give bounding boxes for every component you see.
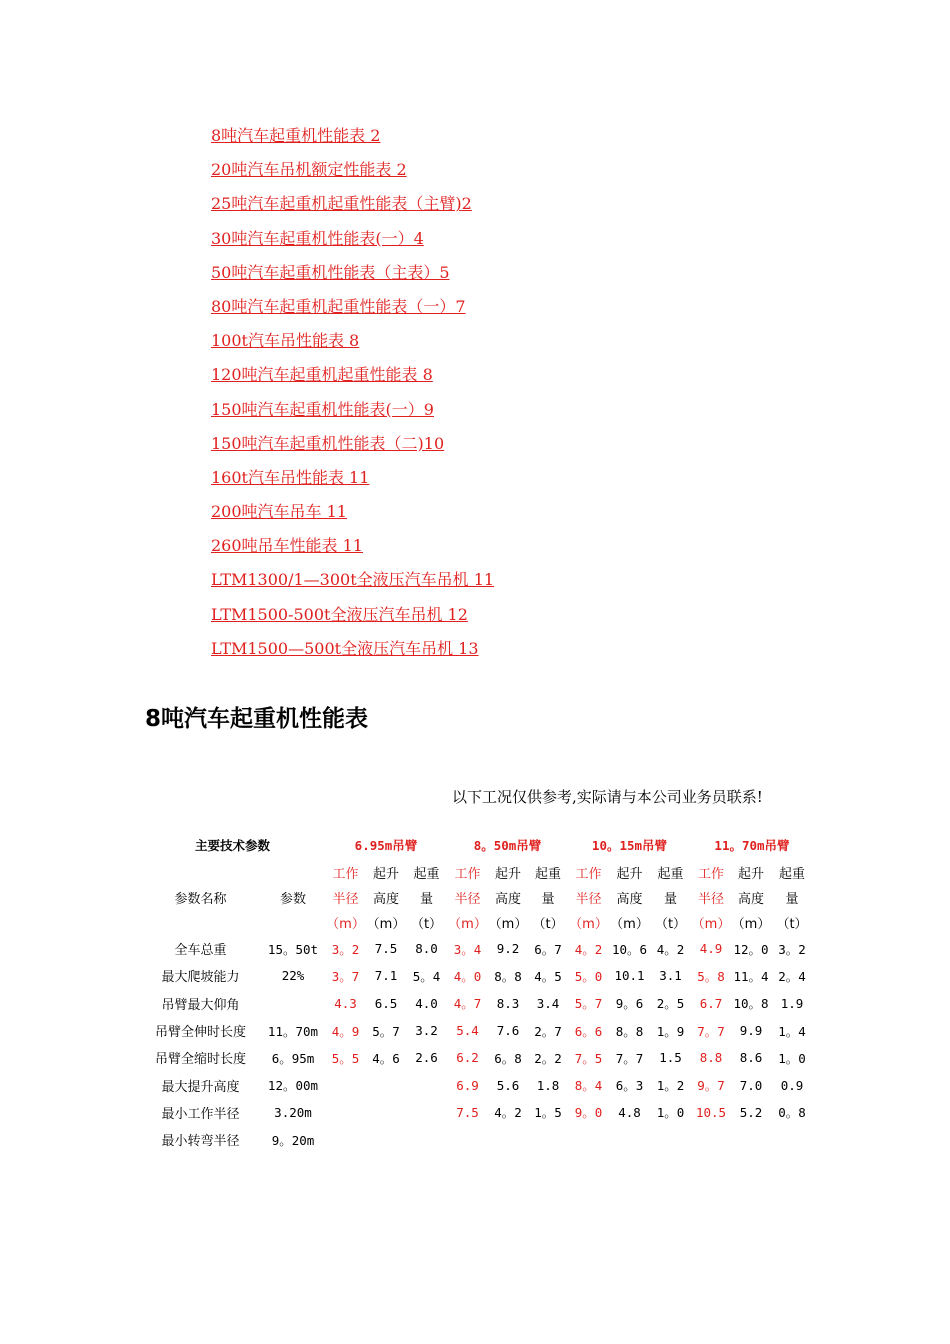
sub-header-cell: 高度 <box>616 892 643 907</box>
data-cell <box>406 1099 447 1126</box>
data-cell: 9。6 <box>615 996 644 1012</box>
sub-header-cell: （m） <box>488 917 528 932</box>
data-cell: 6.2 <box>456 1050 479 1066</box>
data-cell: 4。7 <box>453 996 482 1012</box>
data-cell <box>406 1126 447 1153</box>
toc-link[interactable]: LTM1300/1—300t全液压汽车吊机 11 <box>211 570 495 590</box>
sub-header-cell: 起重 <box>534 867 561 882</box>
data-cell <box>609 1126 650 1153</box>
data-cell <box>325 1099 366 1126</box>
data-cell: 8。8 <box>494 968 522 984</box>
param-name-cell: 最小工作半径 <box>161 1106 240 1122</box>
param-value-cell: 12。00m <box>267 1078 319 1094</box>
data-cell: 5。0 <box>574 968 603 984</box>
data-cell: 2。5 <box>656 996 685 1012</box>
data-cell <box>325 1071 366 1098</box>
data-cell: 8。4 <box>574 1078 603 1094</box>
sub-header-cell: 高度 <box>372 892 399 907</box>
data-cell: 6。3 <box>615 1078 644 1094</box>
sub-header-cell: （t） <box>410 917 443 932</box>
sub-header-cell: 工作 <box>697 867 724 882</box>
data-cell: 3.1 <box>659 968 682 984</box>
sub-header-cell: （m） <box>610 917 649 932</box>
data-cell: 8。8 <box>615 1023 644 1039</box>
boom-length-header: 10。15m吊臂 <box>591 838 668 853</box>
sub-header-cell: 量 <box>663 892 677 907</box>
data-cell <box>325 1126 366 1153</box>
table-row <box>140 990 813 1017</box>
data-cell <box>731 1126 771 1153</box>
sub-header-cell: 高度 <box>494 892 521 907</box>
data-cell: 4.0 <box>415 995 438 1011</box>
data-cell: 6.9 <box>456 1077 479 1093</box>
data-cell: 12。0 <box>733 941 769 957</box>
data-cell <box>528 1126 568 1153</box>
data-cell: 3.2 <box>415 1023 438 1039</box>
data-cell: 2.6 <box>415 1050 438 1066</box>
data-cell: 10.1 <box>614 968 645 984</box>
data-cell: 5.6 <box>496 1077 520 1093</box>
sub-header-cell: 高度 <box>737 892 764 907</box>
toc-link[interactable]: 50吨汽车起重机性能表（主表）5 <box>211 262 450 282</box>
toc-link[interactable]: 160t汽车吊性能表 11 <box>211 467 370 487</box>
param-value-cell: 15。50t <box>267 941 319 957</box>
data-cell: 8.8 <box>699 1050 723 1066</box>
data-cell: 6。8 <box>494 1050 522 1066</box>
data-cell: 1。5 <box>534 1105 562 1121</box>
table-row <box>140 1017 813 1044</box>
data-cell: 6.5 <box>374 995 398 1011</box>
section-title: 8吨汽车起重机性能表 <box>145 706 369 732</box>
data-cell: 4。2 <box>494 1105 522 1121</box>
param-value-header: 参数 <box>279 892 306 907</box>
data-cell: 11。4 <box>733 968 769 984</box>
sub-header-cell: 起升 <box>737 867 764 882</box>
table-of-contents <box>211 125 494 672</box>
data-cell: 8.0 <box>415 941 438 957</box>
sub-header-cell: （m） <box>366 917 406 932</box>
data-cell: 10。6 <box>611 941 648 957</box>
data-cell: 2。2 <box>534 1050 562 1066</box>
table-row <box>140 1044 813 1071</box>
data-cell: 4。2 <box>656 941 685 957</box>
sub-header-cell: （m） <box>448 917 487 932</box>
data-cell: 4。0 <box>453 968 482 984</box>
data-cell: 7.5 <box>374 941 398 957</box>
data-cell <box>650 1126 691 1153</box>
param-value-cell <box>261 990 325 1017</box>
data-cell: 1.9 <box>780 995 804 1011</box>
sub-header-row <box>140 860 813 885</box>
data-cell: 9。0 <box>574 1105 603 1121</box>
data-cell: 4。9 <box>331 1023 360 1039</box>
data-cell: 4.3 <box>334 995 357 1011</box>
data-cell: 9.2 <box>496 941 520 957</box>
param-value-cell: 3.20m <box>274 1104 312 1120</box>
data-cell: 2。4 <box>778 968 806 984</box>
group-header-row <box>140 830 813 860</box>
reference-note: 以下工况仅供参考,实际请与本公司业务员联系! <box>452 788 763 806</box>
table-row <box>140 1099 813 1126</box>
data-cell: 5。8 <box>697 968 725 984</box>
data-cell: 4。5 <box>534 968 562 984</box>
param-name-cell: 最大爬坡能力 <box>161 970 240 986</box>
sub-header-cell: 工作 <box>332 867 359 882</box>
data-cell <box>771 1126 813 1153</box>
data-cell: 4.9 <box>699 941 723 957</box>
data-cell: 3。4 <box>453 941 482 957</box>
sub-header-cell: 半径 <box>454 892 481 907</box>
data-cell: 9.9 <box>739 1023 763 1039</box>
boom-length-header: 6.95m吊臂 <box>354 838 418 853</box>
data-cell: 1。0 <box>656 1105 685 1121</box>
data-cell <box>366 1071 406 1098</box>
data-cell <box>406 1071 447 1098</box>
sub-header-cell: （m） <box>326 917 365 932</box>
toc-link[interactable]: LTM1500-500t全液压汽车吊机 12 <box>211 604 468 624</box>
param-name-cell: 最大提升高度 <box>161 1079 240 1095</box>
data-cell: 7.0 <box>739 1077 763 1093</box>
toc-link[interactable]: 100t汽车吊性能表 8 <box>211 331 360 351</box>
table-row <box>140 1126 813 1153</box>
toc-link[interactable]: 260吨吊车性能表 11 <box>211 536 363 556</box>
toc-link[interactable]: 8吨汽车起重机性能表 2 <box>211 126 381 145</box>
toc-link[interactable]: 150吨汽车起重机性能表(一）9 <box>211 399 434 419</box>
data-cell: 5.4 <box>456 1023 479 1039</box>
sub-header-cell: 量 <box>785 892 799 907</box>
param-value-cell: 11。70m <box>267 1023 319 1039</box>
data-cell: 7.6 <box>496 1023 520 1039</box>
sub-header-cell: （m） <box>691 917 731 932</box>
toc-link[interactable]: 150吨汽车起重机性能表（二)10 <box>211 433 445 453</box>
data-cell: 5。7 <box>372 1023 400 1039</box>
param-name-cell: 吊臂全伸时长度 <box>154 1025 246 1041</box>
data-cell: 4.8 <box>618 1104 641 1120</box>
sub-header-cell: 起升 <box>372 867 399 882</box>
sub-header-cell: 起重 <box>413 867 440 882</box>
data-cell <box>691 1126 731 1153</box>
data-cell: 8.6 <box>739 1050 763 1066</box>
data-cell: 4。2 <box>574 941 603 957</box>
sub-header-cell: 起升 <box>616 867 643 882</box>
toc-link[interactable]: 25吨汽车起重机起重性能表（主臂)2 <box>211 194 472 214</box>
sub-header-cell: （t） <box>532 917 564 932</box>
data-cell: 3。7 <box>331 968 360 984</box>
toc-link[interactable]: 30吨汽车起重机性能表(一）4 <box>211 228 424 248</box>
data-cell: 1。2 <box>656 1078 685 1094</box>
sub-header-cell: 半径 <box>575 892 602 907</box>
param-name-cell: 吊臂最大仰角 <box>161 997 240 1013</box>
sub-header-cell: 工作 <box>454 867 481 882</box>
data-cell: 10。8 <box>733 996 769 1012</box>
toc-link[interactable]: LTM1500—500t全液压汽车吊机 13 <box>211 638 479 658</box>
data-cell: 1.5 <box>659 1050 682 1066</box>
boom-length-header: 11。70m吊臂 <box>714 838 790 853</box>
sub-header-cell: 起重 <box>778 867 805 882</box>
param-name-cell: 全车总重 <box>174 943 227 959</box>
data-cell: 6。6 <box>574 1023 603 1039</box>
param-name-cell: 最小转弯半径 <box>161 1134 240 1150</box>
data-cell: 5。7 <box>574 996 603 1012</box>
param-name-cell: 吊臂全缩时长度 <box>154 1052 246 1068</box>
data-cell: 4。6 <box>372 1050 400 1066</box>
main-params-header: 主要技术参数 <box>194 838 270 853</box>
data-cell: 9。7 <box>697 1078 725 1094</box>
data-cell: 1。0 <box>778 1050 806 1066</box>
sub-header-cell: 工作 <box>575 867 602 882</box>
param-name-header: 参数名称 <box>174 892 227 907</box>
data-cell: 3。2 <box>331 941 360 957</box>
sub-header-cell: 量 <box>419 892 433 907</box>
data-cell <box>568 1126 609 1153</box>
sub-header-cell: （m） <box>569 917 608 932</box>
table-row <box>140 1071 813 1098</box>
data-cell <box>366 1099 406 1126</box>
param-value-cell: 6。95m <box>271 1050 315 1066</box>
data-cell <box>488 1126 528 1153</box>
data-cell <box>447 1126 488 1153</box>
data-cell: 8.3 <box>496 995 520 1011</box>
sub-header-cell: （t） <box>776 917 808 932</box>
data-cell: 5。5 <box>331 1050 360 1066</box>
data-cell: 2。7 <box>534 1023 562 1039</box>
param-value-cell: 9。20m <box>271 1132 315 1148</box>
data-cell <box>366 1126 406 1153</box>
data-cell: 1.8 <box>536 1077 560 1093</box>
toc-link[interactable]: 120吨汽车起重机起重性能表 8 <box>211 365 433 385</box>
data-cell: 7。7 <box>615 1050 644 1066</box>
sub-header-cell: 起重 <box>657 867 684 882</box>
sub-header-cell: 半径 <box>697 892 724 907</box>
data-cell: 7。7 <box>697 1023 725 1039</box>
toc-link[interactable]: 200吨汽车吊车 11 <box>211 502 347 522</box>
table-row <box>140 962 813 989</box>
sub-header-cell: 半径 <box>332 892 359 907</box>
data-cell: 5.2 <box>739 1104 763 1120</box>
data-cell: 3.4 <box>536 995 560 1011</box>
boom-length-header: 8。50m吊臂 <box>473 838 542 853</box>
data-cell: 7。5 <box>574 1050 603 1066</box>
data-cell: 10.5 <box>695 1104 727 1120</box>
crane-spec-table <box>140 830 813 1153</box>
data-cell: 6.7 <box>699 995 723 1011</box>
data-cell: 3。2 <box>778 941 806 957</box>
sub-header-cell: （t） <box>654 917 687 932</box>
sub-header-cell: 量 <box>541 892 555 907</box>
data-cell: 7.1 <box>374 968 398 984</box>
param-value-cell: 22% <box>281 968 305 984</box>
table-row <box>140 935 813 962</box>
sub-header-cell: 起升 <box>494 867 521 882</box>
data-cell: 1。4 <box>778 1023 806 1039</box>
data-cell: 1。9 <box>656 1023 685 1039</box>
toc-link[interactable]: 20吨汽车吊机额定性能表 2 <box>211 160 407 180</box>
toc-link[interactable]: 80吨汽车起重机起重性能表（一）7 <box>211 296 466 316</box>
data-cell: 6。7 <box>534 941 562 957</box>
data-cell: 7.5 <box>456 1104 479 1120</box>
data-cell: 0。8 <box>778 1105 806 1121</box>
data-cell: 5。4 <box>412 968 441 984</box>
data-cell: 0.9 <box>780 1077 804 1093</box>
sub-header-cell: （m） <box>731 917 771 932</box>
